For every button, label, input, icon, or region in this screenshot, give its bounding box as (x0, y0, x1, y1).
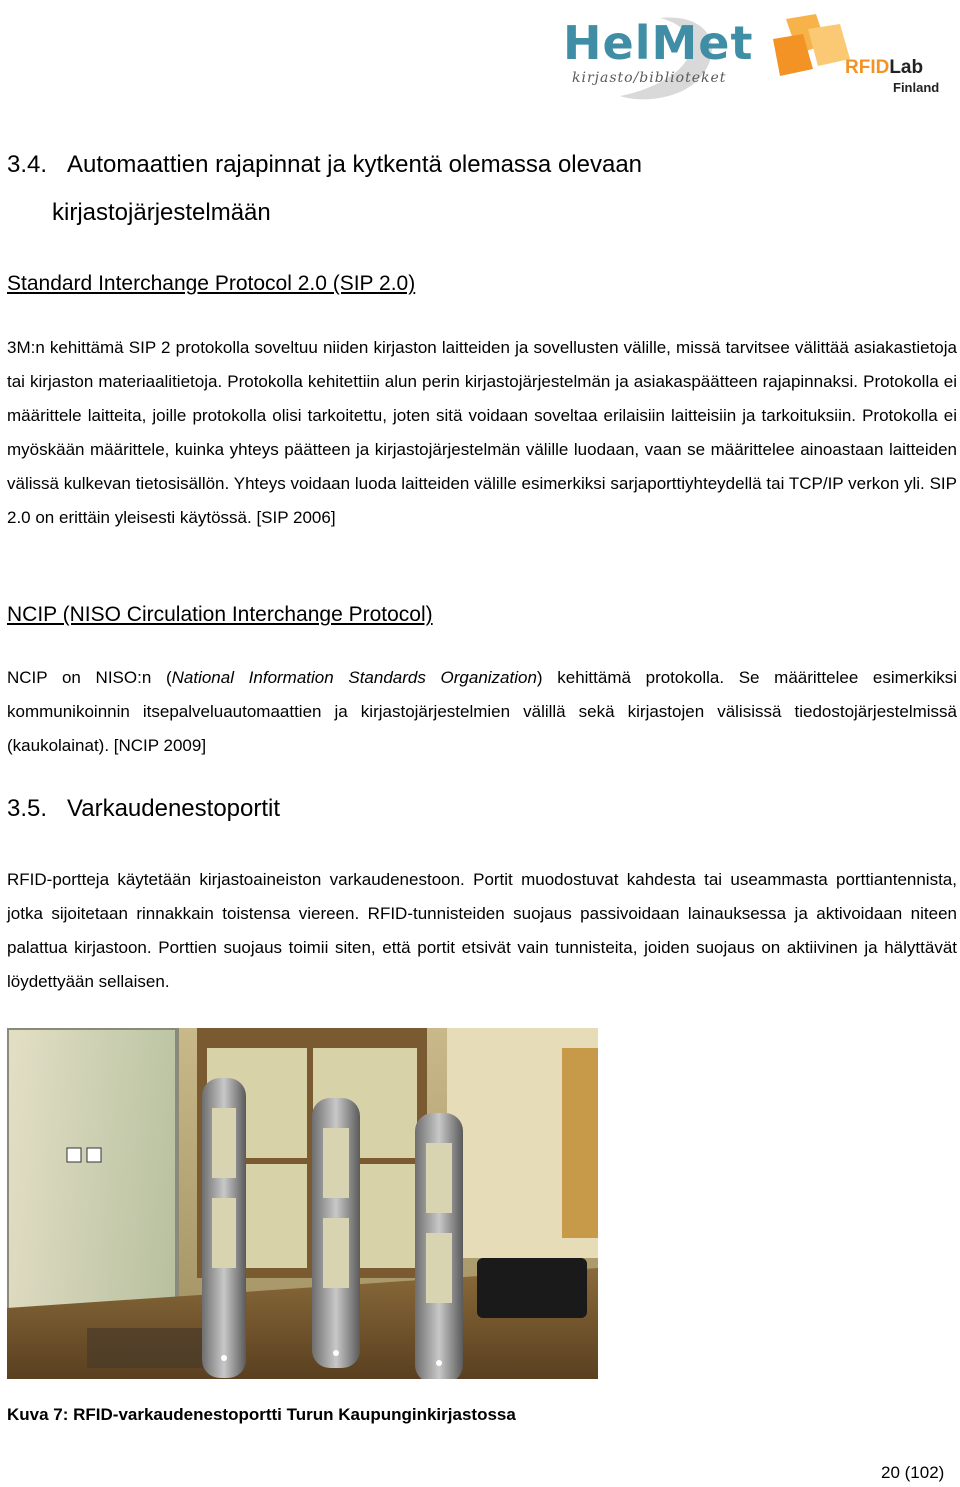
ncip-org-name: National Information Standards Organization (171, 668, 537, 687)
helmet-logo-subtitle: kirjasto/biblioteket (572, 70, 727, 86)
ncip-subheading: NCIP (NISO Circulation Interchange Protocol) (7, 603, 433, 626)
section-3-4-heading: 3.4. Automaattien rajapinnat ja kytkentä olemassa olevaan (7, 151, 643, 178)
sip-paragraph: 3M:n kehittämä SIP 2 protokolla soveltuu niiden kirjaston laitteiden ja sovellusten välille, missä tarvitsee välittää asiakastietoja tai kirjaston materiaalitietoja. Protokolla kehitettiin alun perin kirjastojärjestelmän ja asiakaspäätteen rajapinnaksi. Protokolla ei määrittele laitteita, joille protokolla olisi tarkoitettu, joten sitä voidaan soveltaa erilaisiin laitteisiin ja tarkoituksiin. Protokolla ei myöskään määrittele, kuinka yhteys päätteen ja kirjastojärjestelmän välille luodaan, vaan se määrittelee ainoastaan laitteiden välissä kulkevan tietosisällön. Yhteys voidaan luoda laitteiden välille esimerkiksi sarjaporttiyhteydellä tai TCP/IP verkon yli. SIP 2.0 on erittäin yleisesti käytössä. [SIP 2006] (7, 338, 957, 527)
section-3-4-heading-line2: kirjastojärjestelmään (52, 199, 271, 226)
rfidlab-logo-name: RFIDLab (845, 57, 924, 78)
rfidlab-logo-country: Finland (893, 80, 940, 95)
section-3-5-heading: 3.5. Varkaudenestoportit (7, 795, 281, 822)
helmet-logo-title: HelMet (563, 16, 754, 70)
sip-subheading: Standard Interchange Protocol 2.0 (SIP 2.0) (7, 272, 416, 295)
rfidlab-logo-mark (768, 14, 858, 94)
page-number: 20 (102) (881, 1463, 945, 1482)
rfid-gate-photo (7, 1028, 598, 1379)
section-3-5-paragraph: RFID-portteja käytetään kirjastoaineiston varkaudenestoon. Portit muodostuvat kahdesta tai useammasta porttiantennista, jotka sijoitetaan rinnakkain toistensa viereen. RFID-tunnisteiden suojaus passivoidaan lainauksessa ja aktivoidaan niteen palattua kirjastoon. Porttien suojaus toimii siten, että portit etsivät vain tunnisteita, joiden suojaus on aktiivinen ja hälyttävät löydettyään sellaisen. (7, 870, 957, 991)
figure-caption: Kuva 7: RFID-varkaudenestoportti Turun Kaupunginkirjastossa (7, 1405, 516, 1424)
ncip-paragraph: NCIP on NISO:n (National Information Standards Organization) kehittämä protokolla. Se määrittelee esimerkiksi kommunikoinnin itsepalveluautomaattien ja kirjastojärjestelmien välillä sekä kirjastojen välisissä tiedostojärjestelmissä (kaukolainat). [NCIP 2009] (7, 668, 957, 755)
